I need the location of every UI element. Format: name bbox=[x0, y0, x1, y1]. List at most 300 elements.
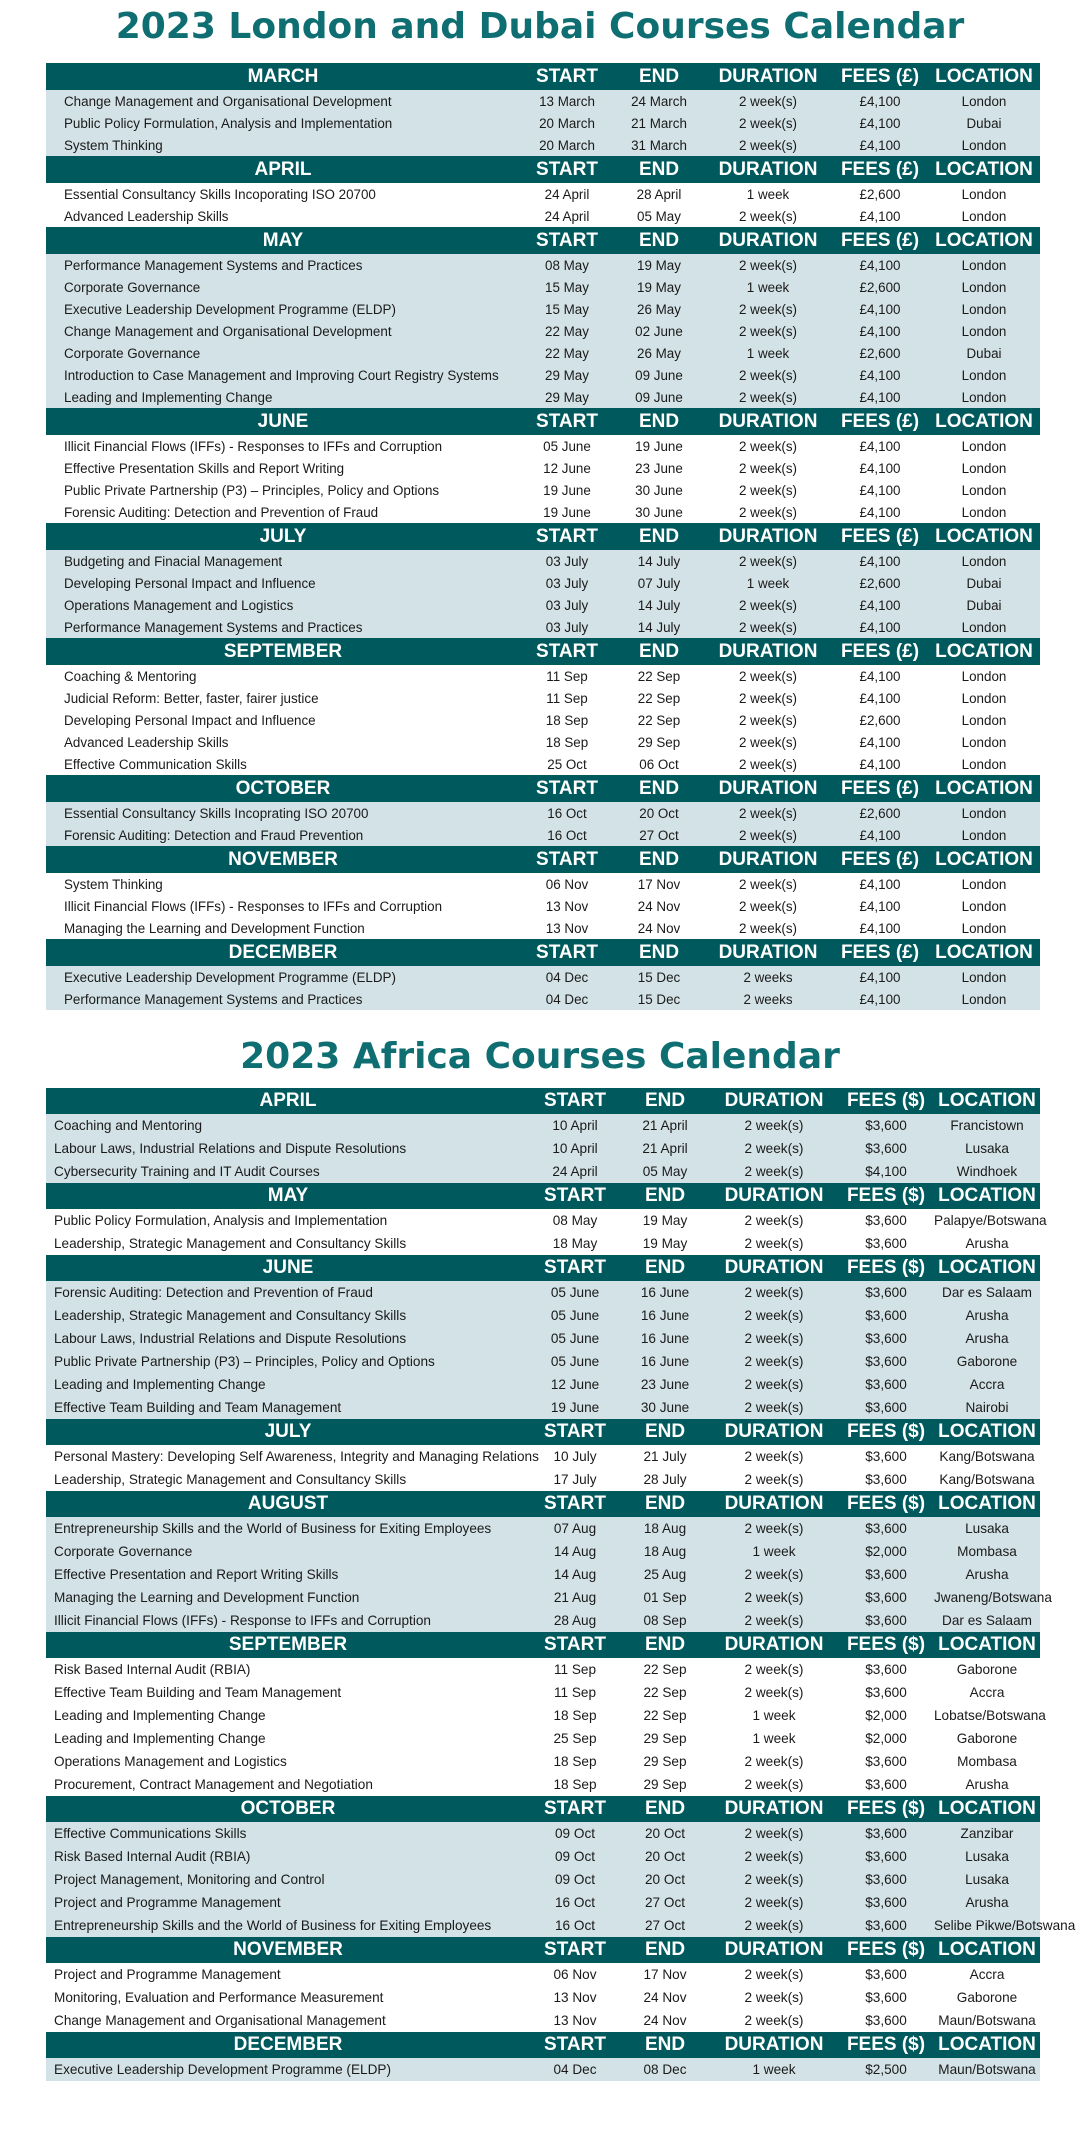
start-header: START bbox=[544, 2034, 606, 2055]
start-date: 29 May bbox=[545, 367, 589, 383]
duration: 2 week(s) bbox=[744, 1236, 804, 1251]
start-date: 12 June bbox=[550, 1377, 600, 1392]
location: Arusha bbox=[965, 1777, 1009, 1792]
end-date: 27 Oct bbox=[644, 1895, 686, 1910]
duration: 2 week(s) bbox=[738, 389, 798, 405]
location: London bbox=[961, 619, 1007, 635]
end-date: 20 Oct bbox=[644, 1826, 686, 1841]
month-header bbox=[46, 1183, 1040, 1209]
course-row bbox=[46, 342, 1040, 364]
duration-header: DURATION bbox=[718, 941, 818, 963]
course-row bbox=[46, 1445, 1040, 1468]
month-block-december bbox=[46, 2032, 1040, 2081]
fee: $3,600 bbox=[865, 1990, 907, 2005]
month-block-march bbox=[46, 63, 1040, 156]
end-header: END bbox=[638, 777, 680, 799]
course-name: Project Management, Monitoring and Control bbox=[54, 1872, 325, 1887]
start-date: 11 Sep bbox=[553, 1685, 597, 1700]
course-name: Coaching & Mentoring bbox=[64, 668, 197, 684]
fee: $4,100 bbox=[865, 1164, 907, 1179]
duration: 2 week(s) bbox=[744, 1826, 804, 1841]
fee: £4,100 bbox=[859, 257, 901, 273]
course-name: Coaching and Mentoring bbox=[54, 1118, 203, 1133]
start-date: 04 Dec bbox=[545, 969, 589, 985]
end-date: 31 March bbox=[631, 137, 687, 153]
duration: 1 week bbox=[752, 2062, 796, 2077]
location: London bbox=[961, 323, 1007, 339]
location: London bbox=[961, 389, 1007, 405]
fee: £4,100 bbox=[859, 323, 901, 339]
fees-header: FEES ($) bbox=[846, 1493, 926, 1514]
month-block-october bbox=[46, 1796, 1076, 1937]
start-date: 04 Dec bbox=[553, 2062, 597, 2077]
month-header bbox=[46, 1255, 1040, 1281]
start-date: 25 Sep bbox=[553, 1731, 597, 1746]
duration: 2 week(s) bbox=[744, 1285, 804, 1300]
course-name: Labour Laws, Industrial Relations and Dispute Resolutions bbox=[54, 1331, 407, 1346]
month-header bbox=[46, 638, 1040, 665]
duration: 2 week(s) bbox=[744, 1967, 804, 1982]
duration: 2 week(s) bbox=[738, 898, 798, 914]
start-date: 08 May bbox=[545, 257, 589, 273]
fee: $2,000 bbox=[865, 1731, 907, 1746]
duration-header: DURATION bbox=[724, 1185, 824, 1206]
fee: $3,600 bbox=[865, 1826, 907, 1841]
duration: 2 week(s) bbox=[744, 1685, 804, 1700]
month-block-june bbox=[46, 1255, 1040, 1419]
end-date: 19 May bbox=[642, 1213, 688, 1228]
duration-header: DURATION bbox=[718, 65, 818, 87]
fee: £2,600 bbox=[859, 805, 901, 821]
start-date: 20 March bbox=[539, 137, 595, 153]
start-date: 24 April bbox=[544, 186, 590, 202]
duration: 1 week bbox=[752, 1731, 796, 1746]
course-name: Forensic Auditing: Detection and Prevention of Fraud bbox=[54, 1285, 373, 1300]
location: Lusaka bbox=[965, 1141, 1009, 1156]
month-header bbox=[46, 156, 1040, 183]
location: London bbox=[961, 756, 1007, 772]
fee: £4,100 bbox=[859, 876, 901, 892]
month-name: AUGUST bbox=[247, 1493, 329, 1514]
fee: $3,600 bbox=[865, 1472, 907, 1487]
start-header: START bbox=[536, 410, 598, 432]
course-name: Corporate Governance bbox=[54, 1544, 193, 1559]
duration-header: DURATION bbox=[724, 1634, 824, 1655]
month-name: OCTOBER bbox=[235, 777, 331, 799]
start-header: START bbox=[544, 1185, 606, 1206]
course-row bbox=[46, 988, 1040, 1010]
course-row bbox=[46, 1704, 1046, 1727]
duration-header: DURATION bbox=[724, 1798, 824, 1819]
course-name: Budgeting and Finacial Management bbox=[64, 553, 283, 569]
fee: $3,600 bbox=[865, 1213, 907, 1228]
end-date: 15 Dec bbox=[637, 969, 681, 985]
end-date: 05 May bbox=[637, 208, 681, 224]
fee: £4,100 bbox=[859, 756, 901, 772]
london-calendar-title: 2023 London and Dubai Courses Calendar bbox=[115, 6, 965, 47]
location: London bbox=[961, 186, 1007, 202]
course-row bbox=[46, 1609, 1040, 1632]
duration: 2 week(s) bbox=[738, 734, 798, 750]
duration: 2 week(s) bbox=[744, 1662, 804, 1677]
fee: $3,600 bbox=[865, 1590, 907, 1605]
fee: £4,100 bbox=[859, 208, 901, 224]
fees-header: FEES (£) bbox=[840, 941, 920, 963]
end-date: 16 June bbox=[640, 1331, 690, 1346]
location: Maun/Botswana bbox=[938, 2013, 1036, 2028]
location-header: LOCATION bbox=[935, 158, 1033, 180]
end-date: 19 May bbox=[637, 257, 681, 273]
course-name: Leadership, Strategic Management and Consultancy Skills bbox=[54, 1472, 407, 1487]
start-date: 05 June bbox=[550, 1285, 600, 1300]
start-date: 16 Oct bbox=[547, 805, 587, 821]
course-name: Advanced Leadership Skills bbox=[64, 208, 229, 224]
end-header: END bbox=[644, 1185, 686, 1206]
end-header: END bbox=[644, 1090, 686, 1111]
course-row bbox=[46, 112, 1040, 134]
duration: 2 week(s) bbox=[744, 1377, 804, 1392]
course-name: Managing the Learning and Development Function bbox=[64, 920, 365, 936]
course-row bbox=[46, 1114, 1040, 1137]
end-date: 09 June bbox=[635, 389, 683, 405]
course-name: Effective Communication Skills bbox=[64, 756, 247, 772]
duration: 2 week(s) bbox=[738, 756, 798, 772]
location-header: LOCATION bbox=[935, 941, 1033, 963]
start-date: 05 June bbox=[550, 1331, 600, 1346]
duration: 2 week(s) bbox=[744, 1754, 804, 1769]
duration-header: DURATION bbox=[724, 1493, 824, 1514]
location: Dubai bbox=[966, 575, 1002, 591]
fee: $3,600 bbox=[865, 1967, 907, 1982]
course-row bbox=[46, 1727, 1040, 1750]
course-row bbox=[46, 1281, 1040, 1304]
course-row bbox=[46, 550, 1040, 572]
location-header: LOCATION bbox=[935, 777, 1033, 799]
course-row bbox=[46, 966, 1040, 988]
location-header: LOCATION bbox=[935, 65, 1033, 87]
course-name: Leading and Implementing Change bbox=[54, 1731, 266, 1746]
month-block-november bbox=[46, 846, 1040, 939]
course-name: Performance Management Systems and Practices bbox=[64, 257, 363, 273]
month-block-may bbox=[46, 1183, 1047, 1255]
start-date: 15 May bbox=[545, 279, 589, 295]
location-header: LOCATION bbox=[938, 1090, 1036, 1111]
start-date: 03 July bbox=[545, 553, 589, 569]
fees-header: FEES ($) bbox=[846, 1939, 926, 1960]
course-name: Essential Consultancy Skills Incoporating ISO 20700 bbox=[64, 186, 376, 202]
start-date: 15 May bbox=[545, 301, 589, 317]
start-date: 05 June bbox=[550, 1354, 600, 1369]
end-date: 02 June bbox=[635, 323, 683, 339]
fee: $2,000 bbox=[865, 1544, 907, 1559]
end-date: 29 Sep bbox=[643, 1777, 687, 1792]
location: Arusha bbox=[965, 1567, 1009, 1582]
start-header: START bbox=[536, 525, 598, 547]
course-row bbox=[46, 594, 1040, 616]
location-header: LOCATION bbox=[935, 848, 1033, 870]
start-header: START bbox=[536, 158, 598, 180]
end-date: 16 June bbox=[640, 1285, 690, 1300]
end-date: 24 Nov bbox=[637, 898, 681, 914]
fee: $3,600 bbox=[865, 1872, 907, 1887]
course-name: Forensic Auditing: Detection and Prevention of Fraud bbox=[64, 504, 379, 520]
month-name: APRIL bbox=[254, 158, 312, 180]
course-name: Operations Management and Logistics bbox=[64, 597, 294, 613]
end-date: 29 Sep bbox=[643, 1731, 687, 1746]
location: Dar es Salaam bbox=[942, 1285, 1032, 1300]
course-name: Cybersecurity Training and IT Audit Courses bbox=[54, 1164, 320, 1179]
fees-header: FEES ($) bbox=[846, 1421, 926, 1442]
month-name: NOVEMBER bbox=[228, 848, 338, 870]
fees-header: FEES ($) bbox=[846, 1634, 926, 1655]
course-row bbox=[46, 364, 1040, 386]
duration: 2 week(s) bbox=[738, 619, 798, 635]
course-row bbox=[46, 572, 1040, 594]
fee: £4,100 bbox=[859, 827, 901, 843]
course-name: Effective Communications Skills bbox=[54, 1826, 247, 1841]
location-header: LOCATION bbox=[938, 2034, 1036, 2055]
course-name: System Thinking bbox=[64, 137, 163, 153]
course-name: Illicit Financial Flows (IFFs) - Responses to IFFs and Corruption bbox=[64, 438, 443, 454]
duration: 2 week(s) bbox=[738, 827, 798, 843]
start-date: 24 April bbox=[544, 208, 590, 224]
duration: 1 week bbox=[746, 186, 790, 202]
course-name: Labour Laws, Industrial Relations and Dispute Resolutions bbox=[54, 1141, 407, 1156]
month-header bbox=[46, 2032, 1040, 2058]
location: London bbox=[961, 805, 1007, 821]
course-name: Executive Leadership Development Programme (ELDP) bbox=[54, 2062, 391, 2077]
location: Accra bbox=[969, 1377, 1005, 1392]
duration: 2 week(s) bbox=[738, 805, 798, 821]
location: London bbox=[961, 920, 1007, 936]
course-row bbox=[46, 1868, 1040, 1891]
africa-calendar-table bbox=[46, 1088, 1076, 2081]
location: London bbox=[961, 257, 1007, 273]
end-date: 30 June bbox=[635, 482, 683, 498]
month-header bbox=[46, 1419, 1040, 1445]
location-header: LOCATION bbox=[938, 1939, 1036, 1960]
fee: $3,600 bbox=[865, 1236, 907, 1251]
start-date: 03 July bbox=[545, 619, 589, 635]
location-header: LOCATION bbox=[935, 410, 1033, 432]
end-date: 20 Oct bbox=[639, 805, 679, 821]
end-header: END bbox=[644, 1421, 686, 1442]
location: Windhoek bbox=[956, 1164, 1018, 1179]
month-name: NOVEMBER bbox=[233, 1939, 343, 1960]
location: Arusha bbox=[965, 1895, 1009, 1910]
duration: 2 week(s) bbox=[738, 460, 798, 476]
month-name: DECEMBER bbox=[233, 2034, 343, 2055]
end-header: END bbox=[644, 2034, 686, 2055]
start-date: 22 May bbox=[545, 345, 589, 361]
end-date: 19 May bbox=[637, 279, 681, 295]
course-row bbox=[46, 1232, 1040, 1255]
month-block-august bbox=[46, 1491, 1052, 1632]
end-date: 06 Oct bbox=[639, 756, 679, 772]
course-row bbox=[46, 1658, 1040, 1681]
fee: £4,100 bbox=[859, 991, 901, 1007]
duration: 1 week bbox=[752, 1544, 796, 1559]
fee: $3,600 bbox=[865, 1613, 907, 1628]
duration-header: DURATION bbox=[724, 1939, 824, 1960]
location: London bbox=[961, 504, 1007, 520]
course-row bbox=[46, 457, 1040, 479]
start-header: START bbox=[544, 1634, 606, 1655]
course-row bbox=[46, 90, 1040, 112]
fee: £4,100 bbox=[859, 137, 901, 153]
course-row bbox=[46, 1517, 1040, 1540]
course-name: Public Private Partnership (P3) – Principles, Policy and Options bbox=[54, 1354, 435, 1369]
end-header: END bbox=[644, 1634, 686, 1655]
fee: £4,100 bbox=[859, 619, 901, 635]
fees-header: FEES ($) bbox=[846, 1185, 926, 1206]
end-date: 28 April bbox=[636, 186, 682, 202]
month-name: OCTOBER bbox=[240, 1798, 336, 1819]
location: London bbox=[961, 734, 1007, 750]
duration: 2 week(s) bbox=[744, 1213, 804, 1228]
start-date: 06 Nov bbox=[553, 1967, 597, 1982]
course-row bbox=[46, 276, 1040, 298]
end-date: 23 June bbox=[640, 1377, 690, 1392]
fee: £2,600 bbox=[859, 712, 901, 728]
start-date: 09 Oct bbox=[554, 1872, 596, 1887]
fees-header: FEES ($) bbox=[846, 2034, 926, 2055]
duration: 1 week bbox=[746, 279, 790, 295]
month-block-december bbox=[46, 939, 1040, 1010]
location-header: LOCATION bbox=[935, 229, 1033, 251]
duration: 2 week(s) bbox=[744, 1449, 804, 1464]
month-name: MAY bbox=[267, 1185, 309, 1206]
location: Kang/Botswana bbox=[939, 1449, 1035, 1464]
start-date: 09 Oct bbox=[554, 1826, 596, 1841]
course-row bbox=[46, 1563, 1040, 1586]
fee: £4,100 bbox=[859, 597, 901, 613]
month-name: SEPTEMBER bbox=[223, 640, 343, 662]
end-date: 26 May bbox=[637, 301, 681, 317]
start-date: 16 Oct bbox=[554, 1918, 596, 1933]
fees-header: FEES (£) bbox=[840, 410, 920, 432]
duration-header: DURATION bbox=[724, 2034, 824, 2055]
duration: 2 week(s) bbox=[744, 1118, 804, 1133]
duration: 2 week(s) bbox=[738, 115, 798, 131]
end-header: END bbox=[644, 1493, 686, 1514]
location: Lusaka bbox=[965, 1521, 1009, 1536]
end-date: 14 July bbox=[637, 597, 681, 613]
course-name: Essential Consultancy Skills Incoprating ISO 20700 bbox=[64, 805, 369, 821]
course-row bbox=[46, 2009, 1040, 2032]
fee: £4,100 bbox=[859, 969, 901, 985]
duration: 2 week(s) bbox=[744, 1918, 804, 1933]
start-header: START bbox=[544, 1798, 606, 1819]
duration: 2 week(s) bbox=[738, 668, 798, 684]
location: Arusha bbox=[965, 1236, 1009, 1251]
end-date: 15 Dec bbox=[637, 991, 681, 1007]
fee: £4,100 bbox=[859, 367, 901, 383]
location: London bbox=[961, 553, 1007, 569]
course-name: Risk Based Internal Audit (RBIA) bbox=[54, 1849, 251, 1864]
location: London bbox=[961, 279, 1007, 295]
fee: $2,000 bbox=[865, 1708, 907, 1723]
course-name: Public Private Partnership (P3) – Principles, Policy and Options bbox=[64, 482, 440, 498]
fee: $3,600 bbox=[865, 1331, 907, 1346]
month-header bbox=[46, 846, 1040, 873]
location: Accra bbox=[969, 1685, 1005, 1700]
duration: 2 week(s) bbox=[738, 690, 798, 706]
end-header: END bbox=[644, 1257, 686, 1278]
end-header: END bbox=[638, 229, 680, 251]
location: London bbox=[961, 690, 1007, 706]
end-date: 27 Oct bbox=[639, 827, 679, 843]
end-date: 20 Oct bbox=[644, 1849, 686, 1864]
start-date: 03 July bbox=[545, 575, 589, 591]
course-name: Executive Leadership Development Programme (ELDP) bbox=[64, 969, 396, 985]
fee: $3,600 bbox=[865, 1754, 907, 1769]
duration-header: DURATION bbox=[718, 525, 818, 547]
location: London bbox=[961, 367, 1007, 383]
end-date: 09 June bbox=[635, 367, 683, 383]
month-name: JUNE bbox=[257, 410, 309, 432]
course-name: Leadership, Strategic Management and Consultancy Skills bbox=[54, 1236, 407, 1251]
duration: 2 week(s) bbox=[744, 1777, 804, 1792]
fee: £4,100 bbox=[859, 668, 901, 684]
course-row bbox=[46, 1986, 1040, 2009]
start-date: 22 May bbox=[545, 323, 589, 339]
start-date: 18 May bbox=[552, 1236, 598, 1251]
fee: £4,100 bbox=[859, 734, 901, 750]
start-date: 18 Sep bbox=[545, 712, 589, 728]
month-header bbox=[46, 1491, 1040, 1517]
location: Dubai bbox=[966, 597, 1002, 613]
fee: $3,600 bbox=[865, 1377, 907, 1392]
start-header: START bbox=[536, 65, 598, 87]
month-name: DECEMBER bbox=[228, 941, 338, 963]
fee: $3,600 bbox=[865, 1400, 907, 1415]
course-row bbox=[46, 320, 1040, 342]
duration: 1 week bbox=[746, 345, 790, 361]
duration: 2 week(s) bbox=[744, 1613, 804, 1628]
start-date: 19 June bbox=[543, 482, 591, 498]
end-date: 01 Sep bbox=[643, 1590, 687, 1605]
fees-header: FEES (£) bbox=[840, 229, 920, 251]
duration: 2 weeks bbox=[743, 991, 793, 1007]
duration: 2 week(s) bbox=[744, 1895, 804, 1910]
location: Palapye/Botswana bbox=[934, 1213, 1047, 1228]
course-name: Advanced Leadership Skills bbox=[64, 734, 229, 750]
duration-header: DURATION bbox=[724, 1421, 824, 1442]
fee: $3,600 bbox=[865, 1685, 907, 1700]
course-row bbox=[46, 873, 1040, 895]
fees-header: FEES (£) bbox=[840, 848, 920, 870]
fee: $2,500 bbox=[865, 2062, 907, 2077]
course-row bbox=[46, 1540, 1040, 1563]
end-header: END bbox=[638, 158, 680, 180]
location-header: LOCATION bbox=[935, 640, 1033, 662]
location: London bbox=[961, 969, 1007, 985]
end-date: 22 Sep bbox=[637, 690, 681, 706]
course-name: Entrepreneurship Skills and the World of Business for Exiting Employees bbox=[54, 1918, 492, 1933]
course-name: Corporate Governance bbox=[64, 345, 201, 361]
month-header bbox=[46, 1632, 1040, 1658]
africa-calendar-title: 2023 Africa Courses Calendar bbox=[240, 1036, 840, 1077]
fee: £2,600 bbox=[859, 186, 901, 202]
fee: $3,600 bbox=[865, 1918, 907, 1933]
fee: £4,100 bbox=[859, 553, 901, 569]
duration-header: DURATION bbox=[724, 1090, 824, 1111]
location: Dar es Salaam bbox=[942, 1613, 1032, 1628]
month-name: MARCH bbox=[247, 65, 319, 87]
start-date: 25 Oct bbox=[547, 756, 587, 772]
start-header: START bbox=[544, 1090, 606, 1111]
